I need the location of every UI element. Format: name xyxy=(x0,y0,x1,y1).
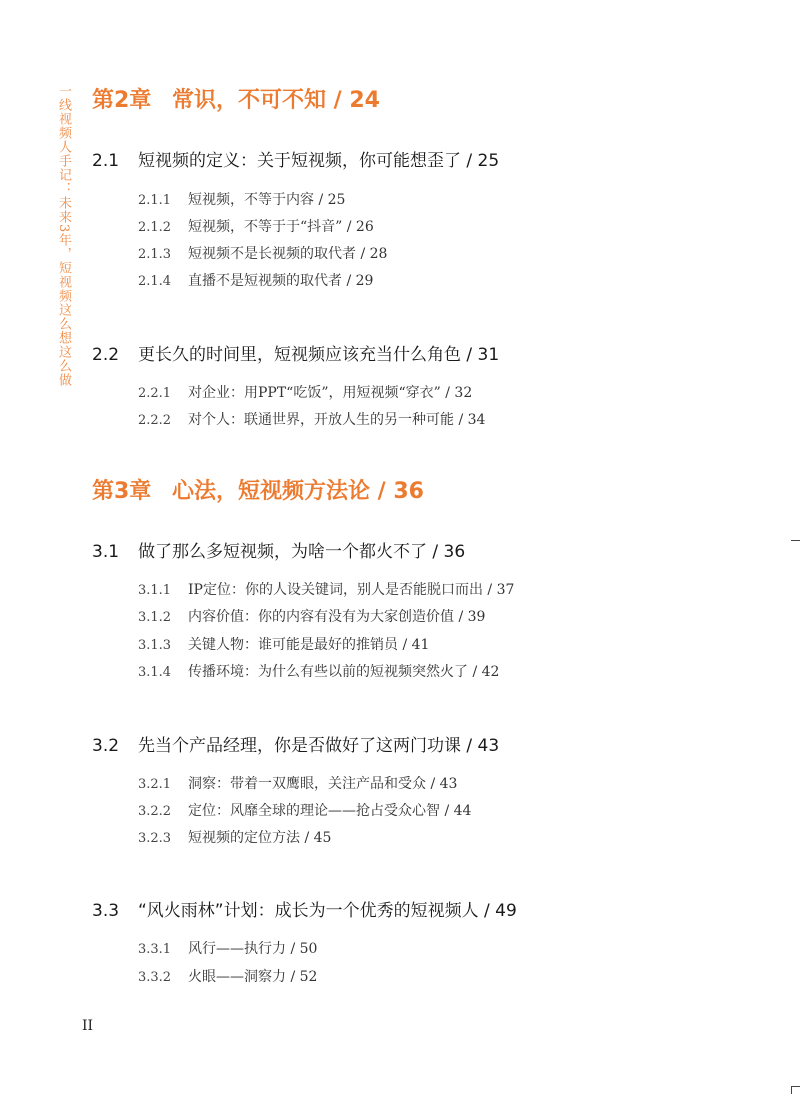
subsection-entry[interactable] xyxy=(138,606,485,626)
subsection-entry[interactable] xyxy=(138,634,429,654)
subsection-title: 短视频的定位方法 / 45 xyxy=(188,830,332,846)
subsection-title: 洞察：带着一双鹰眼，关注产品和受众 / 43 xyxy=(188,776,458,792)
subsection-number: 3.2.3 xyxy=(138,831,172,846)
subsection-title: 定位：风靡全球的理论——抢占受众心智 / 44 xyxy=(188,803,472,819)
subsection-title: 风行——执行力 / 50 xyxy=(188,941,318,957)
subsection-title: 内容价值：你的内容有没有为大家创造价值 / 39 xyxy=(188,609,486,625)
subsection-number: 3.1.4 xyxy=(138,665,172,680)
subsection-number: 3.2.1 xyxy=(138,777,172,792)
section-number: 3.1 xyxy=(92,542,120,562)
section-number: 3.2 xyxy=(92,736,120,756)
crop-mark xyxy=(791,540,800,541)
section-entry[interactable] xyxy=(92,537,465,562)
subsection-entry[interactable] xyxy=(138,216,374,236)
subsection-entry[interactable] xyxy=(138,661,499,681)
subsection-entry[interactable] xyxy=(138,938,317,958)
section-title: 先当个产品经理，你是否做好了这两门功课 / 43 xyxy=(138,736,500,756)
subsection-entry[interactable] xyxy=(138,409,485,429)
subsection-number: 2.2.1 xyxy=(138,386,172,401)
section-entry[interactable] xyxy=(92,146,499,171)
chapter-number: 第3章 xyxy=(92,479,152,504)
chapter-title: 心法，短视频方法论 / 36 xyxy=(172,479,424,504)
subsection-number: 3.3.1 xyxy=(138,942,172,957)
section-entry[interactable] xyxy=(92,731,499,756)
subsection-number: 3.3.2 xyxy=(138,970,172,985)
section-entry[interactable] xyxy=(92,340,499,365)
subsection-entry[interactable] xyxy=(138,800,471,820)
subsection-title: 火眼——洞察力 / 52 xyxy=(188,969,318,985)
subsection-number: 2.1.3 xyxy=(138,247,172,262)
subsection-entry[interactable] xyxy=(138,773,457,793)
subsection-number: 3.1.1 xyxy=(138,583,172,598)
section-title: 短视频的定义：关于短视频，你可能想歪了 / 25 xyxy=(138,151,500,171)
chapter-title: 常识，不可不知 / 24 xyxy=(172,88,380,113)
subsection-entry[interactable] xyxy=(138,579,514,599)
chapter-heading[interactable] xyxy=(92,474,424,505)
page-number: II xyxy=(82,1018,94,1034)
side-book-title: 一线视频人手记：未来3年，短视频这么想这么做 xyxy=(56,84,71,388)
crop-mark xyxy=(791,1086,792,1094)
section-title: 更长久的时间里，短视频应该充当什么角色 / 31 xyxy=(138,345,500,365)
subsection-title: 对企业：用PPT“吃饭”，用短视频“穿衣” / 32 xyxy=(188,385,473,401)
subsection-title: 对个人：联通世界，开放人生的另一种可能 / 34 xyxy=(188,412,486,428)
subsection-title: 短视频不是长视频的取代者 / 28 xyxy=(188,246,388,262)
subsection-number: 2.2.2 xyxy=(138,413,172,428)
subsection-number: 2.1.1 xyxy=(138,193,172,208)
subsection-title: 短视频，不等于于“抖音” / 26 xyxy=(188,219,374,235)
subsection-entry[interactable] xyxy=(138,827,331,847)
subsection-entry[interactable] xyxy=(138,243,387,263)
subsection-title: 短视频，不等于内容 / 25 xyxy=(188,192,346,208)
subsection-entry[interactable] xyxy=(138,270,373,290)
subsection-title: IP定位：你的人设关键词，别人是否能脱口而出 / 37 xyxy=(188,582,515,598)
chapter-number: 第2章 xyxy=(92,88,152,113)
section-title: 做了那么多短视频，为啥一个都火不了 / 36 xyxy=(138,542,466,562)
subsection-entry[interactable] xyxy=(138,189,345,209)
section-number: 3.3 xyxy=(92,901,120,921)
section-number: 2.1 xyxy=(92,151,120,171)
section-entry[interactable] xyxy=(92,896,517,921)
subsection-title: 直播不是短视频的取代者 / 29 xyxy=(188,273,374,289)
subsection-entry[interactable] xyxy=(138,382,472,402)
subsection-number: 2.1.4 xyxy=(138,274,172,289)
subsection-title: 关键人物：谁可能是最好的推销员 / 41 xyxy=(188,637,430,653)
subsection-entry[interactable] xyxy=(138,966,317,986)
subsection-number: 2.1.2 xyxy=(138,220,172,235)
subsection-number: 3.2.2 xyxy=(138,804,172,819)
subsection-title: 传播环境：为什么有些以前的短视频突然火了 / 42 xyxy=(188,664,500,680)
subsection-number: 3.1.3 xyxy=(138,638,172,653)
section-title: “风火雨林”计划：成长为一个优秀的短视频人 / 49 xyxy=(138,901,517,921)
crop-mark xyxy=(791,1086,800,1087)
chapter-heading[interactable] xyxy=(92,83,380,114)
section-number: 2.2 xyxy=(92,345,120,365)
subsection-number: 3.1.2 xyxy=(138,610,172,625)
